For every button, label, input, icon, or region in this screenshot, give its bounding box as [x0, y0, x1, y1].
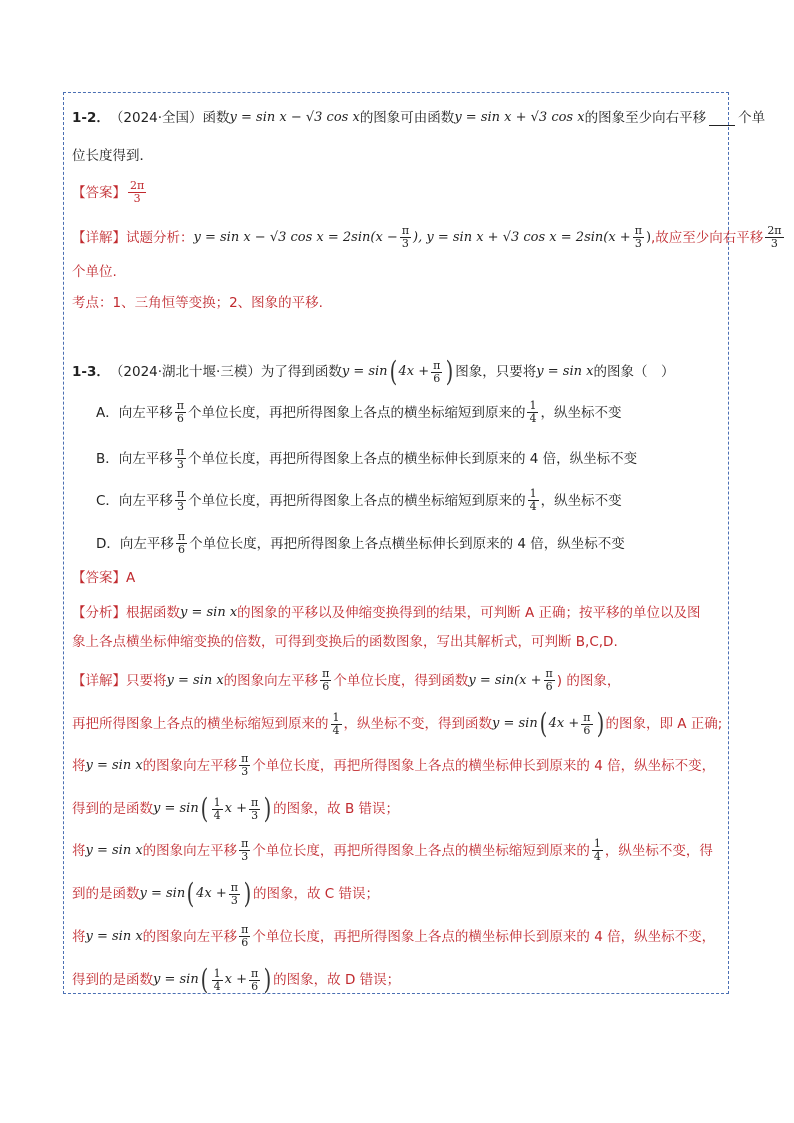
d1-b: 的图象向左平移 — [223, 672, 319, 689]
frac-den: 6 — [583, 723, 591, 737]
d5-b: 的图象向左平移 — [142, 842, 238, 859]
option-a-post: ，纵坐标不变 — [540, 404, 622, 421]
q13-source: （2024·湖北十堰·三模） — [109, 364, 261, 380]
q12-text-e: 位长度得到． — [72, 148, 153, 164]
option-c-mid: 个单位长度，再把所得图象上各点的横坐标缩短到原来的 — [188, 492, 526, 509]
left-paren: ( — [186, 877, 195, 910]
d2-b: ，纵坐标不变，得到函数 — [343, 716, 492, 732]
option-d-mid: 个单位长度，再把所得图象上各点横坐标伸长到原来的 4 倍，纵坐标不变 — [189, 535, 625, 552]
frac-1-4 — [528, 488, 539, 513]
frac-num: π — [433, 358, 441, 372]
frac-num: 2π — [767, 224, 782, 237]
func-sin: y = sin x — [180, 605, 238, 620]
frac-num: 1 — [213, 966, 221, 980]
frac-num: π — [177, 530, 186, 543]
q13-detail-line6 — [72, 877, 379, 910]
frac-num: π — [322, 667, 330, 680]
q13-answer: A — [126, 570, 136, 586]
q13-detail-line1 — [72, 668, 620, 693]
q13-func-pre: y = sin — [341, 364, 388, 379]
q13-label: 1-3． — [72, 364, 110, 380]
func-sin: y = sin x — [85, 842, 143, 858]
q13-detail-line4 — [72, 792, 400, 825]
q12-detail-line — [72, 225, 786, 250]
q12-text-c: 的图象至少向右平移 — [584, 110, 707, 126]
frac-pi-6 — [175, 400, 186, 425]
left-paren: ( — [389, 355, 397, 388]
d1-func: y = sin(x + — [468, 672, 542, 688]
frac-pi-3 — [400, 225, 411, 250]
func-in: 4x + — [548, 716, 580, 731]
frac-num: π — [251, 795, 259, 809]
frac-den: 6 — [251, 979, 259, 993]
option-d[interactable] — [96, 531, 625, 556]
option-b-mid: 个单位长度，再把所得图象上各点的横坐标伸长到原来的 4 倍，纵坐标不变 — [188, 450, 638, 467]
frac-den: 3 — [401, 237, 409, 250]
frac-den: 4 — [529, 500, 537, 513]
frac-den: 4 — [529, 412, 537, 425]
frac-num: π — [545, 667, 553, 680]
option-d-pre: D．向左平移 — [96, 535, 174, 552]
frac-den: 6 — [241, 936, 249, 949]
frac-pi-6 — [239, 924, 250, 949]
frac-1-4 — [331, 712, 342, 737]
q13-question-line — [72, 355, 675, 388]
q12-detail-text1: 试题分析： — [126, 229, 194, 246]
frac-num: π — [251, 966, 259, 980]
q12-label: 1-2． — [72, 110, 110, 126]
q13-detail-line2 — [72, 707, 723, 740]
analysis2: 象上各点横坐标伸缩变换的倍数，可得到变换后的函数图象，写出其解析式，可判断 B,C,D. — [72, 634, 618, 650]
d8-in: x + — [224, 972, 247, 987]
d6-a: 到的是函数 — [72, 886, 140, 902]
frac-num: π — [176, 445, 184, 458]
d1-a: 只要将 — [126, 672, 167, 689]
analysis1-a: 根据函数 — [126, 605, 180, 621]
q12-answer-frac — [128, 180, 146, 205]
frac-den: 4 — [593, 850, 601, 863]
q13-detail-line3 — [72, 753, 715, 778]
d2-c: 的图象，即 A 正确; — [605, 716, 723, 732]
d7-b: 的图象向左平移 — [142, 928, 238, 945]
option-b[interactable] — [96, 446, 637, 471]
d5-a: 将 — [72, 842, 86, 859]
option-c-post: ，纵坐标不变 — [540, 492, 622, 509]
frac-num: π — [241, 837, 249, 850]
frac-num: π — [230, 880, 239, 894]
option-a-pre: A．向左平移 — [96, 404, 173, 421]
frac-num: π — [241, 752, 249, 765]
option-a[interactable] — [96, 400, 621, 425]
frac-den: 6 — [178, 543, 186, 556]
frac-num: 2π — [130, 179, 145, 192]
left-paren: ( — [539, 707, 547, 740]
frac-den: 4 — [213, 979, 221, 993]
option-a-mid: 个单位长度，再把所得图象上各点的横坐标缩短到原来的 — [187, 404, 526, 421]
d4-in: x + — [224, 801, 247, 816]
q13-analysis-line1 — [72, 603, 701, 623]
frac-num: π — [176, 399, 184, 412]
frac-num: π — [176, 487, 185, 500]
frac-num: 1 — [529, 399, 537, 412]
frac-2pi-3 — [765, 225, 783, 250]
right-paren: ) — [243, 877, 252, 910]
frac-pi-3 — [175, 488, 186, 513]
option-c-pre: C．向左平移 — [96, 492, 173, 509]
q12-func1: y = sin x − √3 cos x — [229, 110, 360, 125]
frac-den: 3 — [177, 500, 185, 513]
q12-detail-math1: y = sin x − √3 cos x = 2sin(x − — [193, 229, 398, 245]
frac-pi-3 — [633, 225, 644, 250]
frac-1-4 — [592, 838, 603, 863]
frac-den: 3 — [634, 237, 642, 250]
d2-a: 再把所得图象上各点的横坐标缩短到原来的 — [72, 716, 329, 732]
q12-detail-tag: 【详解】 — [72, 229, 126, 246]
q13-detail-line8 — [72, 963, 401, 996]
q13-detail-line7 — [72, 924, 715, 949]
q12-answer-line — [72, 180, 148, 205]
option-b-pre: B．向左平移 — [96, 450, 173, 467]
frac-pi-6 — [176, 531, 187, 556]
d8-b: 的图象，故 D 错误； — [273, 972, 401, 988]
d6-b: 的图象，故 C 错误； — [252, 886, 379, 902]
frac-pi-3 — [175, 446, 186, 471]
q13-func-in: 4x + — [398, 364, 430, 379]
frac-1-4 — [527, 400, 538, 425]
q13-answer-line — [72, 568, 135, 588]
frac-den: 6 — [545, 680, 553, 693]
frac-den: 6 — [433, 371, 441, 385]
right-paren: ) — [263, 792, 272, 825]
frac-pi-3 — [239, 753, 250, 778]
d4-a: 得到的是函数 — [72, 801, 153, 817]
q13-text-c: 的图象（ ） — [593, 364, 675, 380]
q13-text-a: 为了得到函数 — [260, 364, 342, 380]
q12-text-b: 的图象可由函数 — [359, 110, 455, 126]
func-pre: y = sin — [492, 716, 538, 731]
analysis1-b: 的图象的平移以及伸缩变换得到的结果，可判断 A 正确；按平移的单位以及图 — [237, 605, 701, 621]
d4-b: 的图象，故 B 错误； — [273, 801, 400, 817]
d5-c: 个单位长度，再把所得图象上各点的横坐标缩短到原来的 — [252, 842, 590, 859]
q12-question-line1 — [72, 108, 765, 128]
q12-detail-text3: 个单位. — [72, 264, 117, 280]
func-sin: y = sin x — [85, 757, 143, 773]
right-paren: ) — [446, 355, 454, 388]
d3-c: 个单位长度，再把所得图象上各点的横坐标伸长到原来的 4 倍，纵坐标不变， — [252, 757, 716, 774]
frac-num: π — [583, 710, 591, 724]
frac-1-4 — [212, 968, 223, 993]
q12-detail-math3: ) — [645, 229, 652, 245]
frac-pi-3 — [239, 838, 250, 863]
func-in: 4x + — [196, 886, 227, 901]
q13-detail-tag: 【详解】 — [72, 672, 126, 689]
q13-analysis-tag: 【分析】 — [72, 605, 126, 621]
frac-pi-6 — [320, 668, 331, 693]
q13-answer-tag: 【答案】 — [72, 570, 126, 586]
frac-num: 1 — [593, 837, 601, 850]
q12-question-line2 — [72, 146, 153, 166]
frac-num: π — [401, 224, 410, 237]
d7-a: 将 — [72, 928, 86, 945]
frac-den: 6 — [322, 680, 330, 693]
q13-func-sin: y = sin x — [536, 364, 594, 379]
frac-den: 3 — [176, 458, 184, 471]
frac-pi-3 — [249, 797, 260, 822]
q13-analysis-line2 — [72, 632, 618, 652]
d7-c: 个单位长度，再把所得图象上各点的横坐标伸长到原来的 4 倍，纵坐标不变， — [252, 928, 716, 945]
frac-den: 4 — [213, 808, 221, 822]
frac-pi-3 — [229, 882, 240, 907]
q12-detail-math2: ), y = sin x + √3 cos x = 2sin(x + — [413, 229, 631, 245]
left-paren: ( — [200, 792, 208, 825]
q12-func2: y = sin x + √3 cos x — [454, 110, 585, 125]
frac-num: 1 — [332, 710, 340, 724]
option-c[interactable] — [96, 488, 622, 513]
q13-detail-line5 — [72, 838, 713, 863]
func-pre: y = sin — [153, 801, 199, 816]
frac-pi-6 — [581, 712, 592, 737]
q12-kaodian — [72, 293, 323, 313]
d8-a: 得到的是函数 — [72, 972, 153, 988]
func-pre: y = sin — [139, 886, 186, 901]
frac-den: 3 — [241, 765, 249, 778]
q12-kaodian-text: 考点：1、三角恒等变换；2、图象的平移. — [72, 295, 323, 311]
frac-num: 1 — [529, 487, 537, 500]
frac-den: 3 — [133, 192, 141, 205]
frac-den: 6 — [176, 412, 184, 425]
q12-answer-tag: 【答案】 — [72, 184, 126, 201]
q12-text-d: 个单 — [738, 110, 766, 126]
frac-pi-6 — [544, 668, 555, 693]
frac-den: 3 — [241, 850, 249, 863]
right-paren: ) — [263, 963, 272, 996]
d3-a: 将 — [72, 757, 86, 774]
func-sin: y = sin x — [85, 928, 143, 944]
right-paren: ) — [596, 707, 604, 740]
q12-detail-line2 — [72, 262, 117, 282]
d1-c: 个单位长度，得到函数 — [333, 672, 469, 689]
frac-den: 3 — [230, 893, 238, 907]
frac-num: π — [634, 224, 642, 237]
q13-text-b: 图象，只要将 — [455, 364, 537, 380]
q12-text-a: 函数 — [202, 110, 230, 126]
func-sin: y = sin x — [166, 672, 224, 688]
frac-pi-6 — [249, 968, 260, 993]
frac-den: 4 — [332, 723, 340, 737]
d1-d: ) 的图象， — [556, 672, 621, 689]
func-pre: y = sin — [153, 972, 199, 987]
q12-source: （2024·全国） — [109, 110, 203, 126]
frac-num: 1 — [213, 795, 221, 809]
frac-den: 3 — [770, 237, 778, 250]
frac-1-4 — [212, 797, 223, 822]
left-paren: ( — [200, 963, 208, 996]
frac-den: 3 — [251, 808, 259, 822]
frac-num: π — [241, 923, 249, 936]
d3-b: 的图象向左平移 — [142, 757, 238, 774]
d5-d: ，纵坐标不变，得 — [604, 842, 713, 859]
frac-pi-6 — [431, 360, 442, 385]
answer-blank — [709, 111, 735, 126]
q12-detail-text2: ,故应至少向右平移 — [651, 229, 764, 246]
